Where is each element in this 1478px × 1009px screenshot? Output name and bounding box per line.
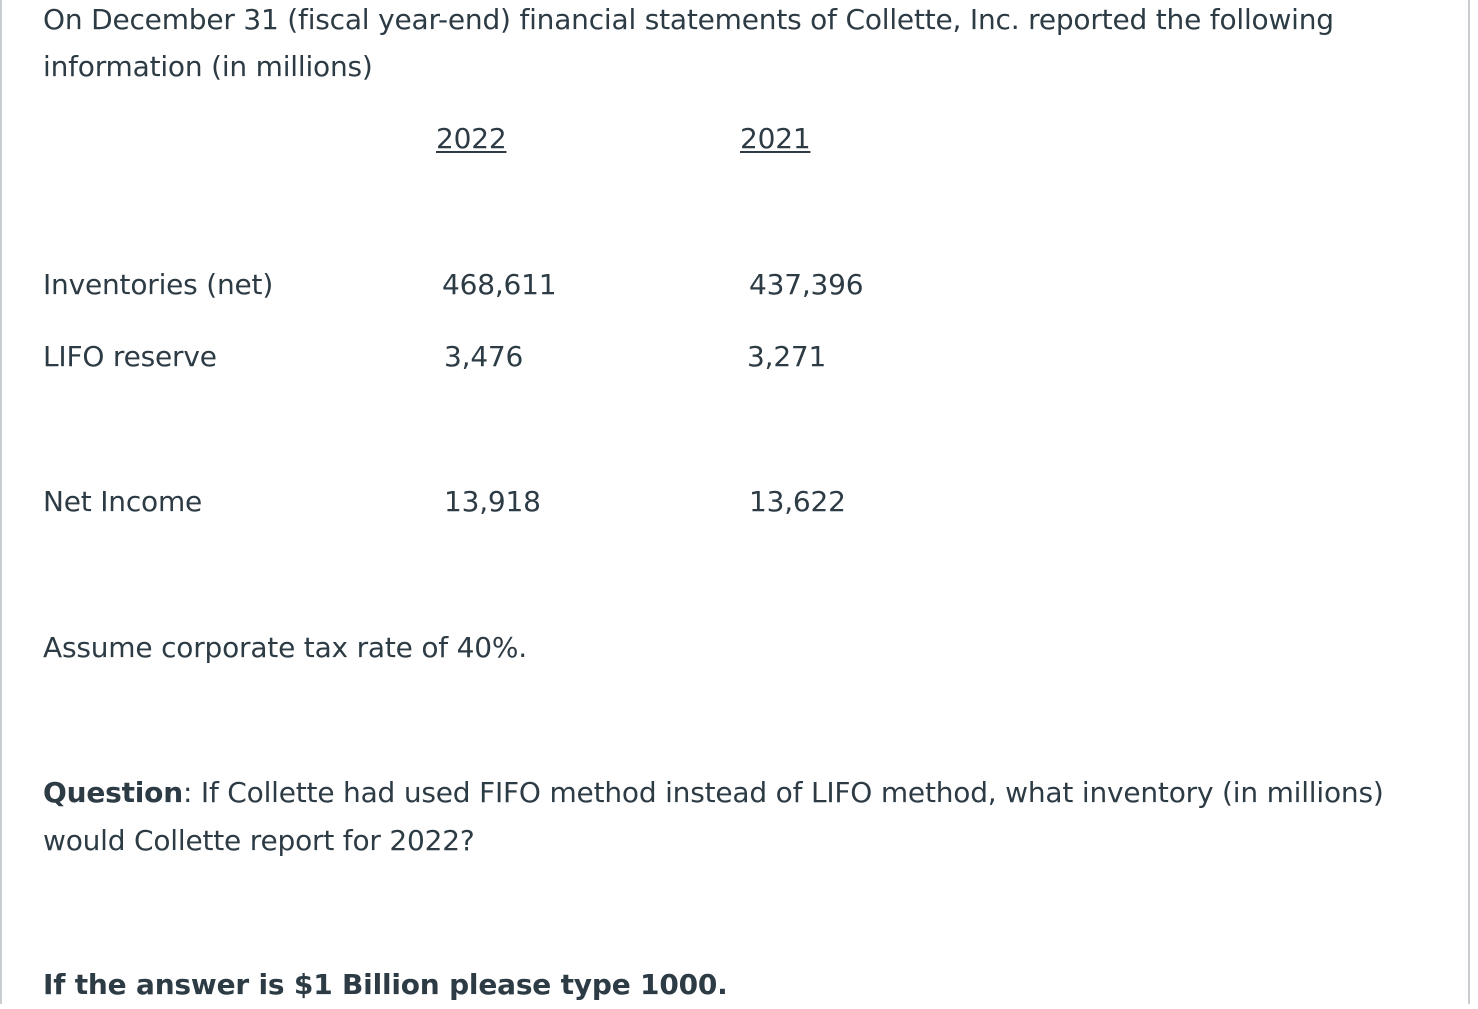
- tax-rate-assumption: Assume corporate tax rate of 40%.: [43, 631, 528, 664]
- question-line-1: [43, 769, 1384, 817]
- year-header-2022: 2022: [436, 122, 507, 155]
- row-label-inventories: Inventories (net): [43, 268, 274, 301]
- intro-line-2: information (in millions): [43, 50, 373, 83]
- question-text: : If Collette had used FIFO method instead of LIFO method, what inventory (in millions): [182, 776, 1384, 809]
- inventories-2022: 468,611: [442, 268, 557, 301]
- net-income-2022: 13,918: [444, 485, 541, 518]
- intro-line-1: On December 31 (fiscal year-end) financial statements of Collette, Inc. reported the following: [43, 3, 1334, 36]
- year-header-2021: 2021: [740, 122, 811, 155]
- answer-instruction: If the answer is $1 Billion please type 1000.: [43, 968, 728, 1001]
- net-income-2021: 13,622: [749, 485, 846, 518]
- lifo-reserve-2021: 3,271: [747, 340, 827, 373]
- row-label-net-income: Net Income: [43, 485, 203, 518]
- lifo-reserve-2022: 3,476: [444, 340, 524, 373]
- question-label: Question: [43, 776, 183, 809]
- question-line-2: would Collette report for 2022?: [43, 824, 475, 857]
- row-label-lifo-reserve: LIFO reserve: [43, 340, 217, 373]
- inventories-2021: 437,396: [749, 268, 864, 301]
